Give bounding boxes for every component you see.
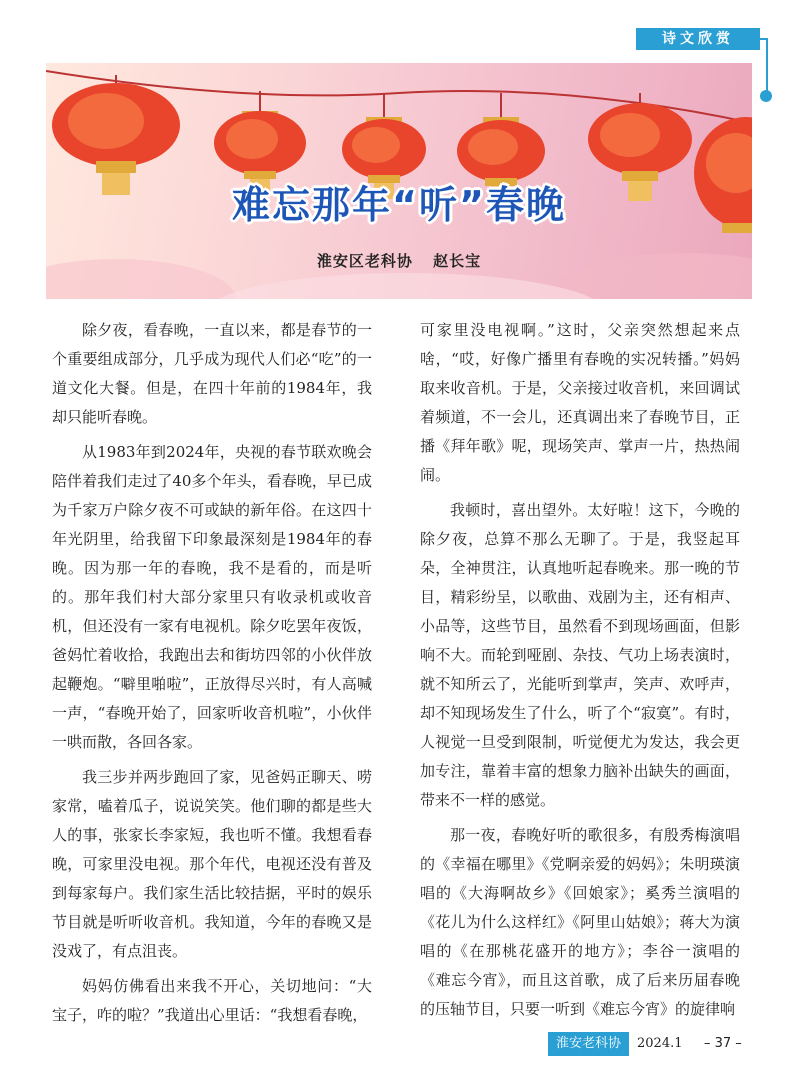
article-title: 难忘那年“听”春晚 [232,183,566,227]
paragraph: 我顿时，喜出望外。太好啦！这下，今晚的除夕夜，总算不那么无聊了。于是，我竖起耳朵，全神贯注，认真地听起春晚来。那一晚的节目，精彩纷呈，以歌曲、戏剧为主，还有相声、小品等，这些节目，虽然看不到现场画面，但影响不大。而轮到哑剧、杂技、气功上场表演时，就不知所云了，光能听到掌声，笑声、欢呼声，却不知现场发生了什么，听了个“寂寞”。有时，人视觉一旦受到限制，听觉便尤为发达，我会更加专注，靠着丰富的想象力脑补出缺失的画面，带来不一样的感觉。 [420,501,740,809]
magazine-name: 淮安老科协 [548,1032,629,1056]
section-tag-line [766,38,768,94]
issue-number: 2024.1 [637,1036,683,1051]
section-label: 诗文欣赏 [636,28,760,50]
paragraph: 妈妈仿佛看出来我不开心，关切地问：“大宝子，咋的啦？”我道出心里话：“我想看春晚， [52,977,372,1024]
author-name: 赵长宝 [433,252,482,270]
paragraph: 除夕夜，看春晚，一直以来，都是春节的一个重要组成部分，几乎成为现代人们必“吃”的一道文化大餐。但是，在四十年前的1984年，我却只能听春晚。 [52,321,372,426]
article-author [46,250,752,271]
paragraph: 可家里没电视啊。”这时，父亲突然想起来点啥，“哎，好像广播里有春晚的实况转播。”妈妈取来收音机。于是，父亲接过收音机，来回调试着频道，不一会儿，还真调出来了春晚节目，正播《拜年歌》呢，现场笑声、掌声一片，热热闹闹。 [420,321,740,484]
paragraph: 那一夜，春晚好听的歌很多，有殷秀梅演唱的《幸福在哪里》《党啊亲爱的妈妈》；朱明瑛演唱的《大海啊故乡》《回娘家》；奚秀兰演唱的《花儿为什么这样红》《阿里山姑娘》；蒋大为演唱的《在那桃花盛开的地方》；李谷一演唱的《难忘今宵》，而且这首歌，成了后来历届春晚的压轴节目，只要一听到《难忘今宵》的旋律响 [420,826,740,1018]
author-organization: 淮安区老科协 [316,252,413,270]
paragraph: 我三步并两步跑回了家，见爸妈正聊天、唠家常，嗑着瓜子，说说笑笑。他们聊的都是些大人的事，张家长李家短，我也听不懂。我想看春晚，可家里没电视。那个年代，电视还没有普及到每家每户。我们家生活比较拮据，平时的娱乐节目就是听听收音机。我知道，今年的春晚又是没戏了，有点沮丧。 [52,768,372,960]
article-column-left [52,316,372,1030]
footer-magazine [548,1032,700,1056]
section-tag-dot [760,90,772,102]
article-column-right [420,316,740,1024]
paragraph: 从1983年到2024年，央视的春节联欢晚会陪伴着我们走过了40多个年头，看春晚，早已成为千家万户除夕夜不可或缺的新年俗。在这四十年光阴里，给我留下印象最深刻是1984年的春晚。因为那一年的春晚，我不是看的，而是听的。那年我们村大部分家里只有收录机或收音机，但还没有一家有电视机。除夕吃罢年夜饭，爸妈忙着收拾，我跑出去和街坊四邻的小伙伴放起鞭炮。“噼里啪啦”，正放得尽兴时，有人高喊一声，“春晚开始了，回家听收音机啦”，小伙伴一哄而散，各回各家。 [52,443,372,751]
page-number: – 37 – [704,1036,742,1051]
